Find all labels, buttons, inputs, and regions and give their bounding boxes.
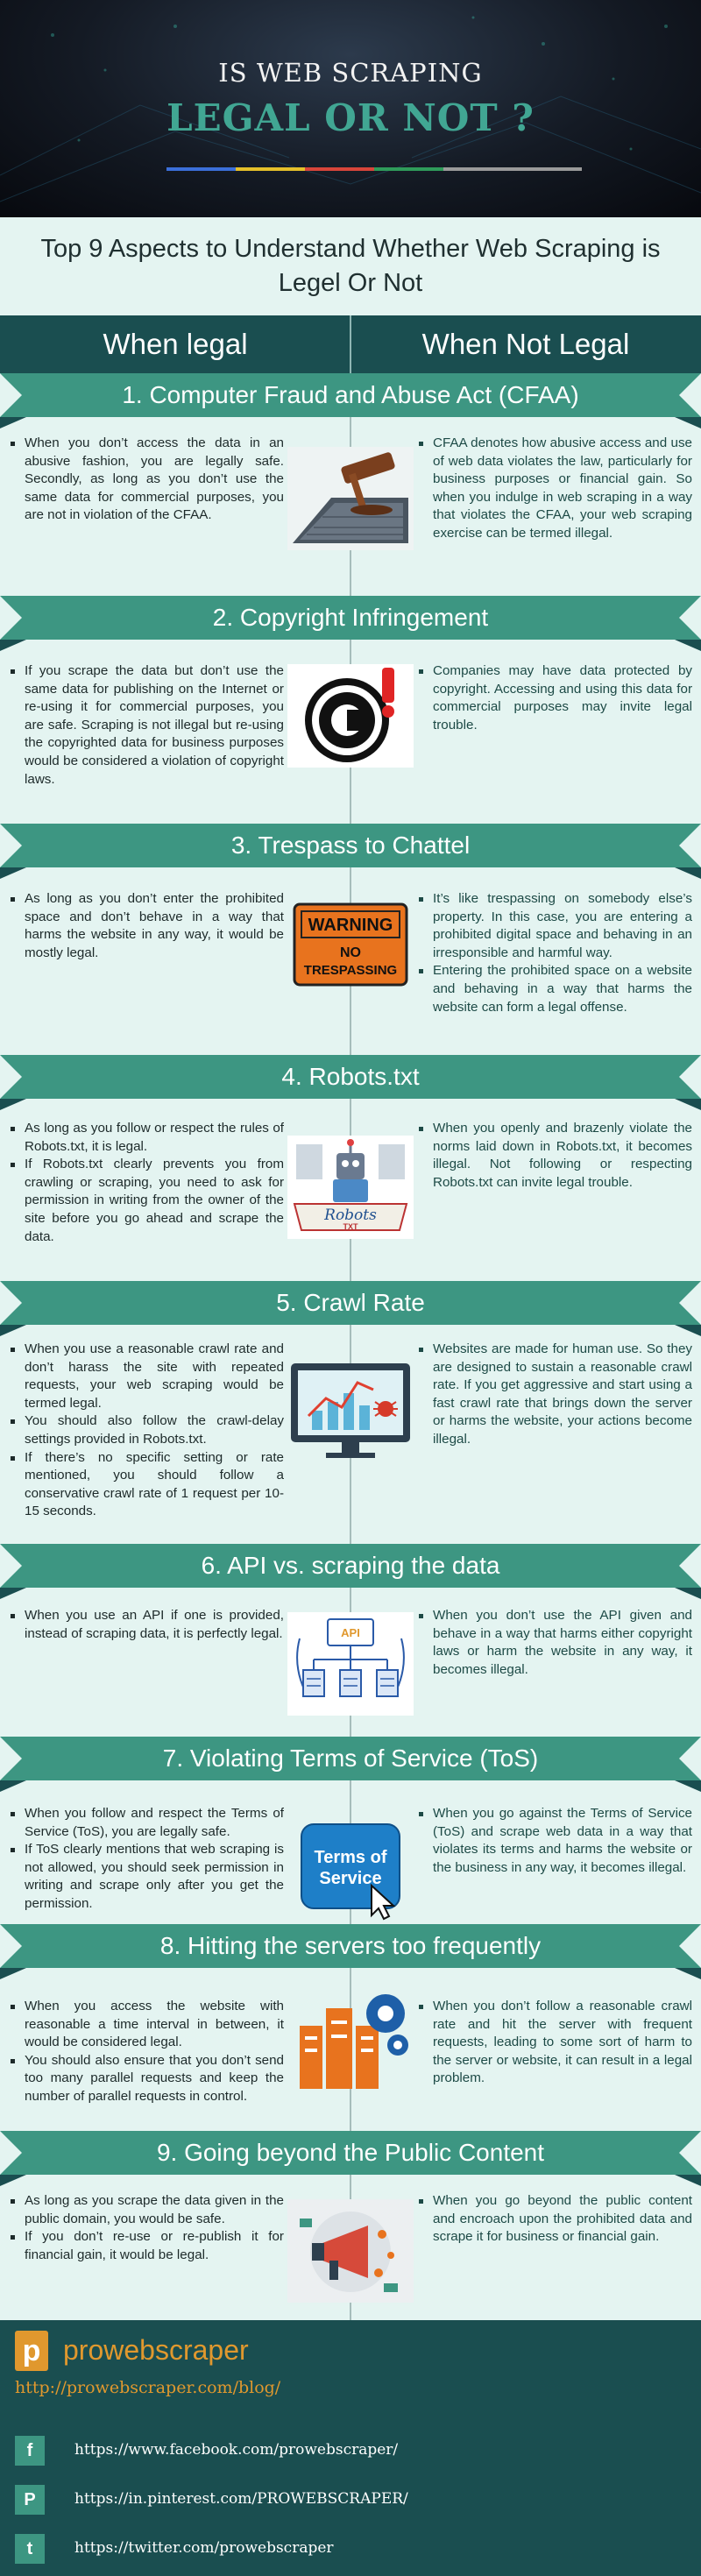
warning-sign-top-text: WARNING xyxy=(308,916,393,935)
not-legal-column-text xyxy=(419,890,692,1016)
brand-name: prowebscraper xyxy=(63,2334,249,2366)
ribbon-fold-left xyxy=(0,1780,26,1792)
bullet-list xyxy=(11,1607,284,1643)
hero-banner xyxy=(0,0,701,217)
ribbon-fold-left xyxy=(0,1325,26,1336)
legal-column-text xyxy=(11,2192,284,2264)
ribbon-fold-right xyxy=(675,1588,701,1599)
bullet-item: When you go against the Terms of Service (ToS) and scrape web data in a way that violates its terms and harms the website or the business in any way, it becomes illegal. xyxy=(419,1805,692,1877)
gavel-laptop-illustration xyxy=(287,447,414,550)
ribbon-fold-right xyxy=(675,1325,701,1336)
social-twitter[interactable] xyxy=(15,2534,663,2564)
ribbon-fold-left xyxy=(0,867,26,879)
bullet-list xyxy=(419,2192,692,2247)
bullet-item: When you use an API if one is provided, instead of scraping data, it is perfectly legal. xyxy=(11,1607,284,1643)
bullet-item: Websites are made for human use. So they are designed to sustain a reasonable crawl rate. If you get aggressive and start using a fast crawl rate that brings down the server or harms the website, your actions become illegal. xyxy=(419,1341,692,1449)
ribbon-fold-left xyxy=(0,1968,26,1979)
section-title: 9. Going beyond the Public Content xyxy=(156,2139,545,2166)
section-title: 5. Crawl Rate xyxy=(276,1289,425,1316)
tos-line1: Terms of xyxy=(314,1848,387,1867)
section-banner xyxy=(0,596,701,640)
bullet-item: When you use a reasonable crawl rate and don’t harass the site with repeated requests, your web scraping would be termed legal. xyxy=(11,1341,284,1412)
bullet-item: Companies may have data protected by copyright. Accessing and using this data for commercial purposes may invite legal trouble. xyxy=(419,662,692,734)
section-title: 1. Computer Fraud and Abuse Act (CFAA) xyxy=(122,381,579,408)
bullet-item: If ToS clearly mentions that web scraping is not allowed, you should seek permission in writing and scrape only after you get the permission. xyxy=(11,1841,284,1913)
bullet-list xyxy=(419,662,692,734)
section-title: 6. API vs. scraping the data xyxy=(201,1552,500,1579)
bullet-list xyxy=(11,662,284,789)
twitter-icon: t xyxy=(15,2534,45,2564)
not-legal-column-text xyxy=(419,2192,692,2247)
bullet-item: If Robots.txt clearly prevents you from crawling or scraping, you need to ask for permission in writing from the owner of the site before you go ahead and scrape the data. xyxy=(11,1156,284,1246)
not-legal-column-text xyxy=(419,1805,692,1877)
prowebscraper-logo: p xyxy=(15,2331,48,2371)
facebook-icon: f xyxy=(15,2436,45,2466)
ribbon-fold-left xyxy=(0,640,26,651)
bullet-item: When you access the website with reasonable a time interval in between, it would be considered legal. xyxy=(11,1998,284,2052)
section-banner xyxy=(0,373,701,417)
not-legal-column-text xyxy=(419,662,692,734)
section-banner xyxy=(0,1737,701,1780)
twitter-url[interactable]: https://twitter.com/prowebscraper xyxy=(74,2539,334,2557)
color-bar-segment xyxy=(443,167,513,171)
not-legal-column-text xyxy=(419,435,692,543)
ribbon-fold-right xyxy=(675,867,701,879)
section-banner xyxy=(0,1544,701,1588)
bullet-item: You should also follow the crawl-delay settings provided in Robots.txt. xyxy=(11,1412,284,1448)
bullet-list xyxy=(11,1805,284,1914)
not-legal-column-text xyxy=(419,1120,692,1192)
page-subtitle: Top 9 Aspects to Understand Whether Web Scraping is Legel Or Not xyxy=(40,235,661,297)
bullet-list xyxy=(11,1120,284,1246)
ribbon-fold-right xyxy=(675,1099,701,1110)
bullet-list xyxy=(419,1607,692,1679)
bullet-item: As long as you follow or respect the rules of Robots.txt, it is legal. xyxy=(11,1120,284,1156)
bullet-item: If you don’t re-use or re-publish it for financial gain, it would be legal. xyxy=(11,2228,284,2264)
not-legal-column-text xyxy=(419,1607,692,1679)
bullet-item: When you follow and respect the Terms of Service (ToS), you are legally safe. xyxy=(11,1805,284,1841)
section-banner xyxy=(0,2131,701,2175)
section-title: 3. Trespass to Chattel xyxy=(230,832,471,859)
section-banner xyxy=(0,824,701,867)
hero-title-line2: LEGAL OR NOT ? xyxy=(166,96,535,139)
section-banner xyxy=(0,1055,701,1099)
hero-title-line1: IS WEB SCRAPING xyxy=(218,58,483,88)
social-facebook[interactable] xyxy=(15,2436,663,2466)
pinterest-icon: P xyxy=(15,2485,45,2515)
bullet-item: Entering the prohibited space on a website and behaving in a way that harms the website can form a legal offense. xyxy=(419,962,692,1016)
warning-sign-illustration xyxy=(287,892,414,995)
bullet-list xyxy=(419,1998,692,2088)
warning-sign-no-text: NO xyxy=(340,945,361,960)
legal-column-text xyxy=(11,1607,284,1643)
robots-txt-illustration xyxy=(287,1136,414,1239)
legal-column-text xyxy=(11,890,284,962)
ribbon-fold-right xyxy=(675,417,701,428)
api-label: API xyxy=(341,1626,360,1639)
legal-column-text xyxy=(11,1805,284,1914)
bullet-item: If there’s no specific setting or rate mentioned, you should follow a conservative crawl rate of 1 request per 10-15 seconds. xyxy=(11,1449,284,1521)
section-banner xyxy=(0,1924,701,1968)
bullet-item: When you don’t follow a reasonable crawl rate and hit the server with frequent requests, leading to some sort of harm to the server or website, it can result in a legal problem. xyxy=(419,1998,692,2088)
robots-banner-text: Robots xyxy=(324,1207,377,1224)
bullet-item: If you scrape the data but don’t use the same data for publishing on the Internet or re-using it for commercial purposes, you are safe. Scraping is not illegal but re-using the copyrighted data for business purposes would be considered a violation of copyright laws. xyxy=(11,662,284,789)
ribbon-fold-right xyxy=(675,1968,701,1979)
bullet-list xyxy=(11,2192,284,2264)
not-legal-column-text xyxy=(419,1341,692,1449)
bullet-item: CFAA denotes how abusive access and use of web data violates the law, particularly for business purposes or financial gain. So when you indulge in web scraping in a way that violates the CFAA, your web scraping exercise can be termed illegal. xyxy=(419,435,692,543)
bullet-list xyxy=(419,1341,692,1449)
api-flow-illustration xyxy=(287,1612,414,1716)
copyright-alert-illustration xyxy=(287,664,414,768)
section-title: 7. Violating Terms of Service (ToS) xyxy=(162,1744,539,1772)
ribbon-fold-right xyxy=(675,2175,701,2186)
bullet-item: You should also ensure that you don’t send too many parallel requests and keep the number of parallel requests in control. xyxy=(11,2052,284,2106)
bullet-list xyxy=(11,1341,284,1521)
hero-color-bar xyxy=(166,167,582,171)
bullet-list xyxy=(11,435,284,525)
legal-column-text xyxy=(11,1341,284,1521)
legal-column-text xyxy=(11,435,284,525)
bullet-item: As long as you don’t enter the prohibited space and don’t behave in a way that harms the website in any way, it would be mostly legal. xyxy=(11,890,284,962)
bullet-item: When you go beyond the public content and encroach upon the prohibited data and scrape it for business or financial gain. xyxy=(419,2192,692,2247)
blog-link[interactable]: http://prowebscraper.com/blog/ xyxy=(15,2378,281,2397)
social-pinterest[interactable] xyxy=(15,2485,663,2515)
bullet-item: When you openly and brazenly violate the norms laid down in Robots.txt, it becomes illegal. Not following or respecting Robots.txt can invite legal trouble. xyxy=(419,1120,692,1192)
bullet-item: As long as you scrape the data given in the public domain, you would be safe. xyxy=(11,2192,284,2228)
color-bar-segment xyxy=(305,167,374,171)
servers-gear-illustration xyxy=(287,1991,414,2094)
column-headers xyxy=(0,315,701,373)
section-title: 8. Hitting the servers too frequently xyxy=(159,1932,542,1959)
ribbon-fold-left xyxy=(0,1588,26,1599)
terms-of-service-illustration xyxy=(287,1817,414,1921)
ribbon-fold-right xyxy=(675,640,701,651)
section-banner xyxy=(0,1281,701,1325)
ribbon-fold-right xyxy=(675,1780,701,1792)
column-header-legal: When legal xyxy=(103,328,248,360)
warning-sign-trespassing-text: TRESPASSING xyxy=(303,963,398,978)
bullet-list xyxy=(11,890,284,962)
color-bar-segment xyxy=(374,167,443,171)
bullet-list xyxy=(419,1805,692,1877)
robots-banner-sub: TXT xyxy=(343,1222,358,1231)
public-content-illustration xyxy=(287,2199,414,2303)
bullet-list xyxy=(419,435,692,543)
ribbon-fold-left xyxy=(0,417,26,428)
color-bar-segment xyxy=(513,167,582,171)
section-title: 4. Robots.txt xyxy=(281,1063,420,1090)
bullet-list xyxy=(419,1120,692,1192)
bullet-item: When you don’t access the data in an abusive fashion, you are legally safe. Secondly, as long as you don’t use the same data for commercial purposes, you are not in violation of the CFAA. xyxy=(11,435,284,525)
ribbon-fold-left xyxy=(0,2175,26,2186)
section-title: 2. Copyright Infringement xyxy=(212,604,489,631)
tos-line2: Service xyxy=(319,1869,382,1888)
bullet-item: It’s like trespassing on somebody else’s property. In this case, you are entering a prohibited digital space and behaving in an irresponsible and harmful way. xyxy=(419,890,692,962)
ribbon-fold-left xyxy=(0,1099,26,1110)
column-header-not-legal: When Not Legal xyxy=(421,328,630,360)
pinterest-url[interactable]: https://in.pinterest.com/PROWEBSCRAPER/ xyxy=(74,2490,408,2508)
legal-column-text xyxy=(11,1120,284,1246)
legal-column-text xyxy=(11,662,284,789)
bullet-item: When you don’t use the API given and behave in a way that harms either copyright laws or harm the website in any way, it becomes illegal. xyxy=(419,1607,692,1679)
color-bar-segment xyxy=(166,167,236,171)
footer xyxy=(0,2320,701,2576)
crawl-rate-monitor-illustration xyxy=(287,1360,414,1463)
legal-column-text xyxy=(11,1998,284,2106)
bullet-list xyxy=(419,890,692,1016)
facebook-url[interactable]: https://www.facebook.com/prowebscraper/ xyxy=(74,2441,399,2459)
color-bar-segment xyxy=(236,167,305,171)
not-legal-column-text xyxy=(419,1998,692,2088)
bullet-list xyxy=(11,1998,284,2106)
column-divider xyxy=(350,315,351,373)
